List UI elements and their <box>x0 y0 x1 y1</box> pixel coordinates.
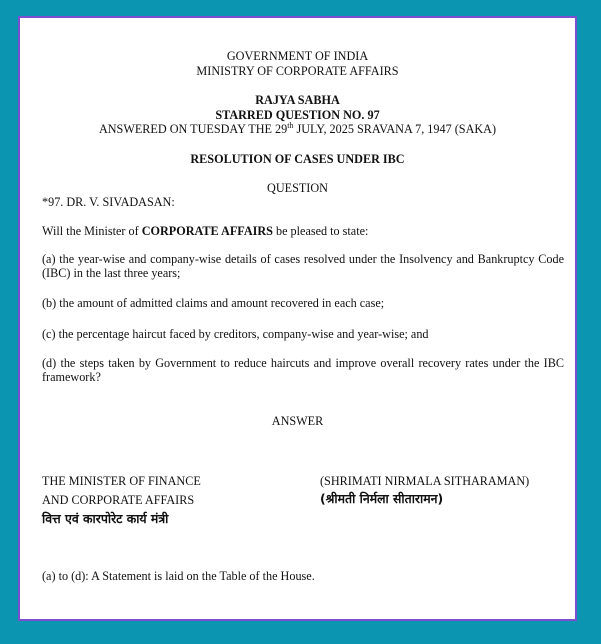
answer-heading: ANSWER <box>271 414 324 428</box>
question-part-b: (b) the amount of admitted claims and amount recovered in each case; <box>42 296 385 310</box>
document-page <box>18 16 577 621</box>
question-part-c: (c) the percentage haircut faced by creditors, company-wise and year-wise; and <box>42 327 429 341</box>
minister-title-hindi: वित्त एवं कारपोरेट कार्य मंत्री <box>42 511 169 526</box>
minister-line-2: AND CORPORATE AFFAIRS <box>42 493 195 507</box>
minister-name-hindi: (श्रीमती निर्मला सीतारामन) <box>320 491 444 506</box>
answer-statement: (a) to (d): A Statement is laid on the Table of the House. <box>42 569 315 583</box>
asker: *97. DR. V. SIVADASAN: <box>42 195 175 209</box>
subject-title: RESOLUTION OF CASES UNDER IBC <box>190 152 405 166</box>
minister-name: (SHRIMATI NIRMALA SITHARAMAN) <box>320 474 530 488</box>
question-heading: QUESTION <box>267 181 328 195</box>
minister-line-1: THE MINISTER OF FINANCE <box>42 474 201 488</box>
answered-date: ANSWERED ON TUESDAY THE 29th JULY, 2025 SRAVANA 7, 1947 (SAKA) <box>98 120 497 136</box>
house-heading: RAJYA SABHA <box>255 93 340 107</box>
question-part-d: (d) the steps taken by Government to reduce haircuts and improve overall recovery rates under the IBC framework? <box>42 356 564 384</box>
question-number: STARRED QUESTION NO. 97 <box>215 108 380 122</box>
intro-line: Will the Minister of CORPORATE AFFAIRS be pleased to state: <box>42 224 369 238</box>
ministry-heading: MINISTRY OF CORPORATE AFFAIRS <box>196 64 399 78</box>
government-heading: GOVERNMENT OF INDIA <box>226 49 369 63</box>
question-part-a: (a) the year-wise and company-wise details of cases resolved under the Insolvency and Bankruptcy Code (IBC) in the last three years; <box>42 252 564 280</box>
